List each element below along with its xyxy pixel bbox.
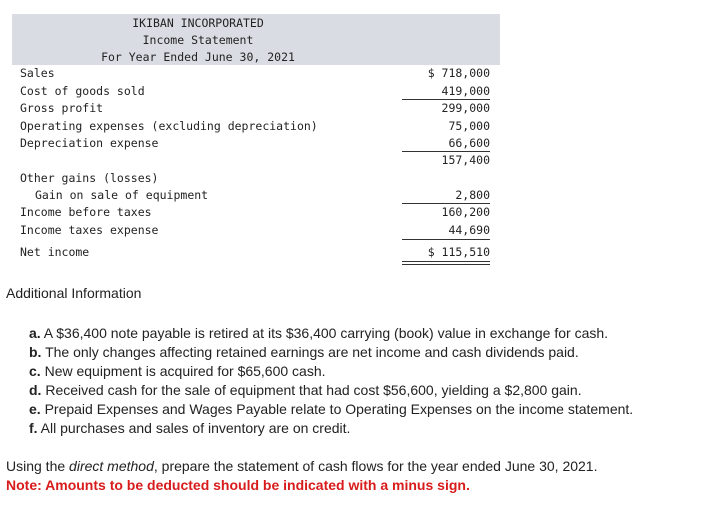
item-text: A $36,400 note payable is retired at its $36,400 carrying (book) value in exchange for cash. (40, 325, 609, 341)
item-letter: d. (29, 382, 42, 398)
item-text: All purchases and sales of inventory are on credit. (37, 420, 351, 436)
item-text: New equipment is acquired for $65,600 cash. (40, 363, 326, 379)
row-label: Depreciation expense (20, 136, 159, 150)
income-statement (12, 14, 500, 259)
list-item (29, 400, 633, 419)
row-label: Income taxes expense (20, 223, 159, 237)
instructions (6, 457, 598, 476)
statement-period: For Year Ended June 30, 2021 (101, 50, 295, 64)
instr-emphasis: direct method (69, 458, 154, 474)
item-letter: f. (29, 420, 38, 436)
company-name: IKIBAN INCORPORATED (132, 16, 264, 30)
row-other-gains (12, 170, 500, 186)
row-operating-expenses (12, 118, 500, 134)
row-label: Sales (20, 66, 55, 80)
item-letter: c. (29, 363, 41, 379)
instr-suffix: , prepare the statement of cash flows for the year ended June 30, 2021. (153, 458, 598, 474)
row-amount: $ 115,510 (427, 245, 490, 259)
row-amount: 66,600 (448, 136, 490, 150)
item-letter: a. (29, 325, 41, 341)
row-gross-profit (12, 100, 500, 116)
list-item (29, 362, 633, 381)
row-label: Cost of goods sold (20, 84, 145, 98)
underline (402, 239, 490, 240)
row-amount: $ 718,000 (427, 66, 490, 80)
row-amount: 2,800 (455, 188, 490, 202)
item-letter: e. (29, 401, 41, 417)
additional-info-title: Additional Information (6, 285, 142, 301)
row-label: Gross profit (20, 101, 104, 115)
row-sales (12, 65, 500, 81)
item-text: The only changes affecting retained earnings are net income and cash dividends paid. (41, 344, 579, 360)
item-text: Prepaid Expenses and Wages Payable relate to Operating Expenses on the income statement. (40, 401, 634, 417)
instr-prefix: Using the (6, 458, 70, 474)
row-label: Other gains (losses) (20, 171, 159, 185)
row-net-income (12, 244, 500, 260)
statement-title: Income Statement (142, 33, 254, 47)
row-income-taxes (12, 222, 500, 238)
row-amount: 160,200 (441, 205, 490, 219)
row-cogs (12, 83, 500, 99)
item-letter: b. (29, 344, 42, 360)
row-amount: 419,000 (441, 84, 490, 98)
row-gain-on-sale (12, 187, 500, 203)
list-item (29, 381, 633, 400)
list-item (29, 419, 633, 438)
additional-info-list (29, 324, 633, 438)
double-underline-top (402, 261, 490, 262)
item-text: Received cash for the sale of equipment that had cost $56,600, yielding a $2,800 gain. (41, 382, 582, 398)
row-label: Net income (20, 245, 90, 259)
list-item (29, 343, 633, 362)
row-label: Operating expenses (excluding depreciation) (20, 119, 318, 133)
row-amount: 44,690 (448, 223, 490, 237)
row-label: Gain on sale of equipment (35, 188, 209, 202)
list-item (29, 324, 633, 343)
row-amount: 157,400 (441, 153, 490, 167)
row-amount: 75,000 (448, 119, 490, 133)
row-amount: 299,000 (441, 101, 490, 115)
row-income-before-taxes (12, 204, 500, 220)
double-underline-bottom (402, 264, 490, 265)
row-depreciation (12, 135, 500, 151)
statement-header (12, 14, 500, 65)
row-operating-subtotal (12, 152, 500, 168)
row-label: Income before taxes (20, 205, 152, 219)
minus-sign-note: Note: Amounts to be deducted should be indicated with a minus sign. (6, 477, 470, 493)
